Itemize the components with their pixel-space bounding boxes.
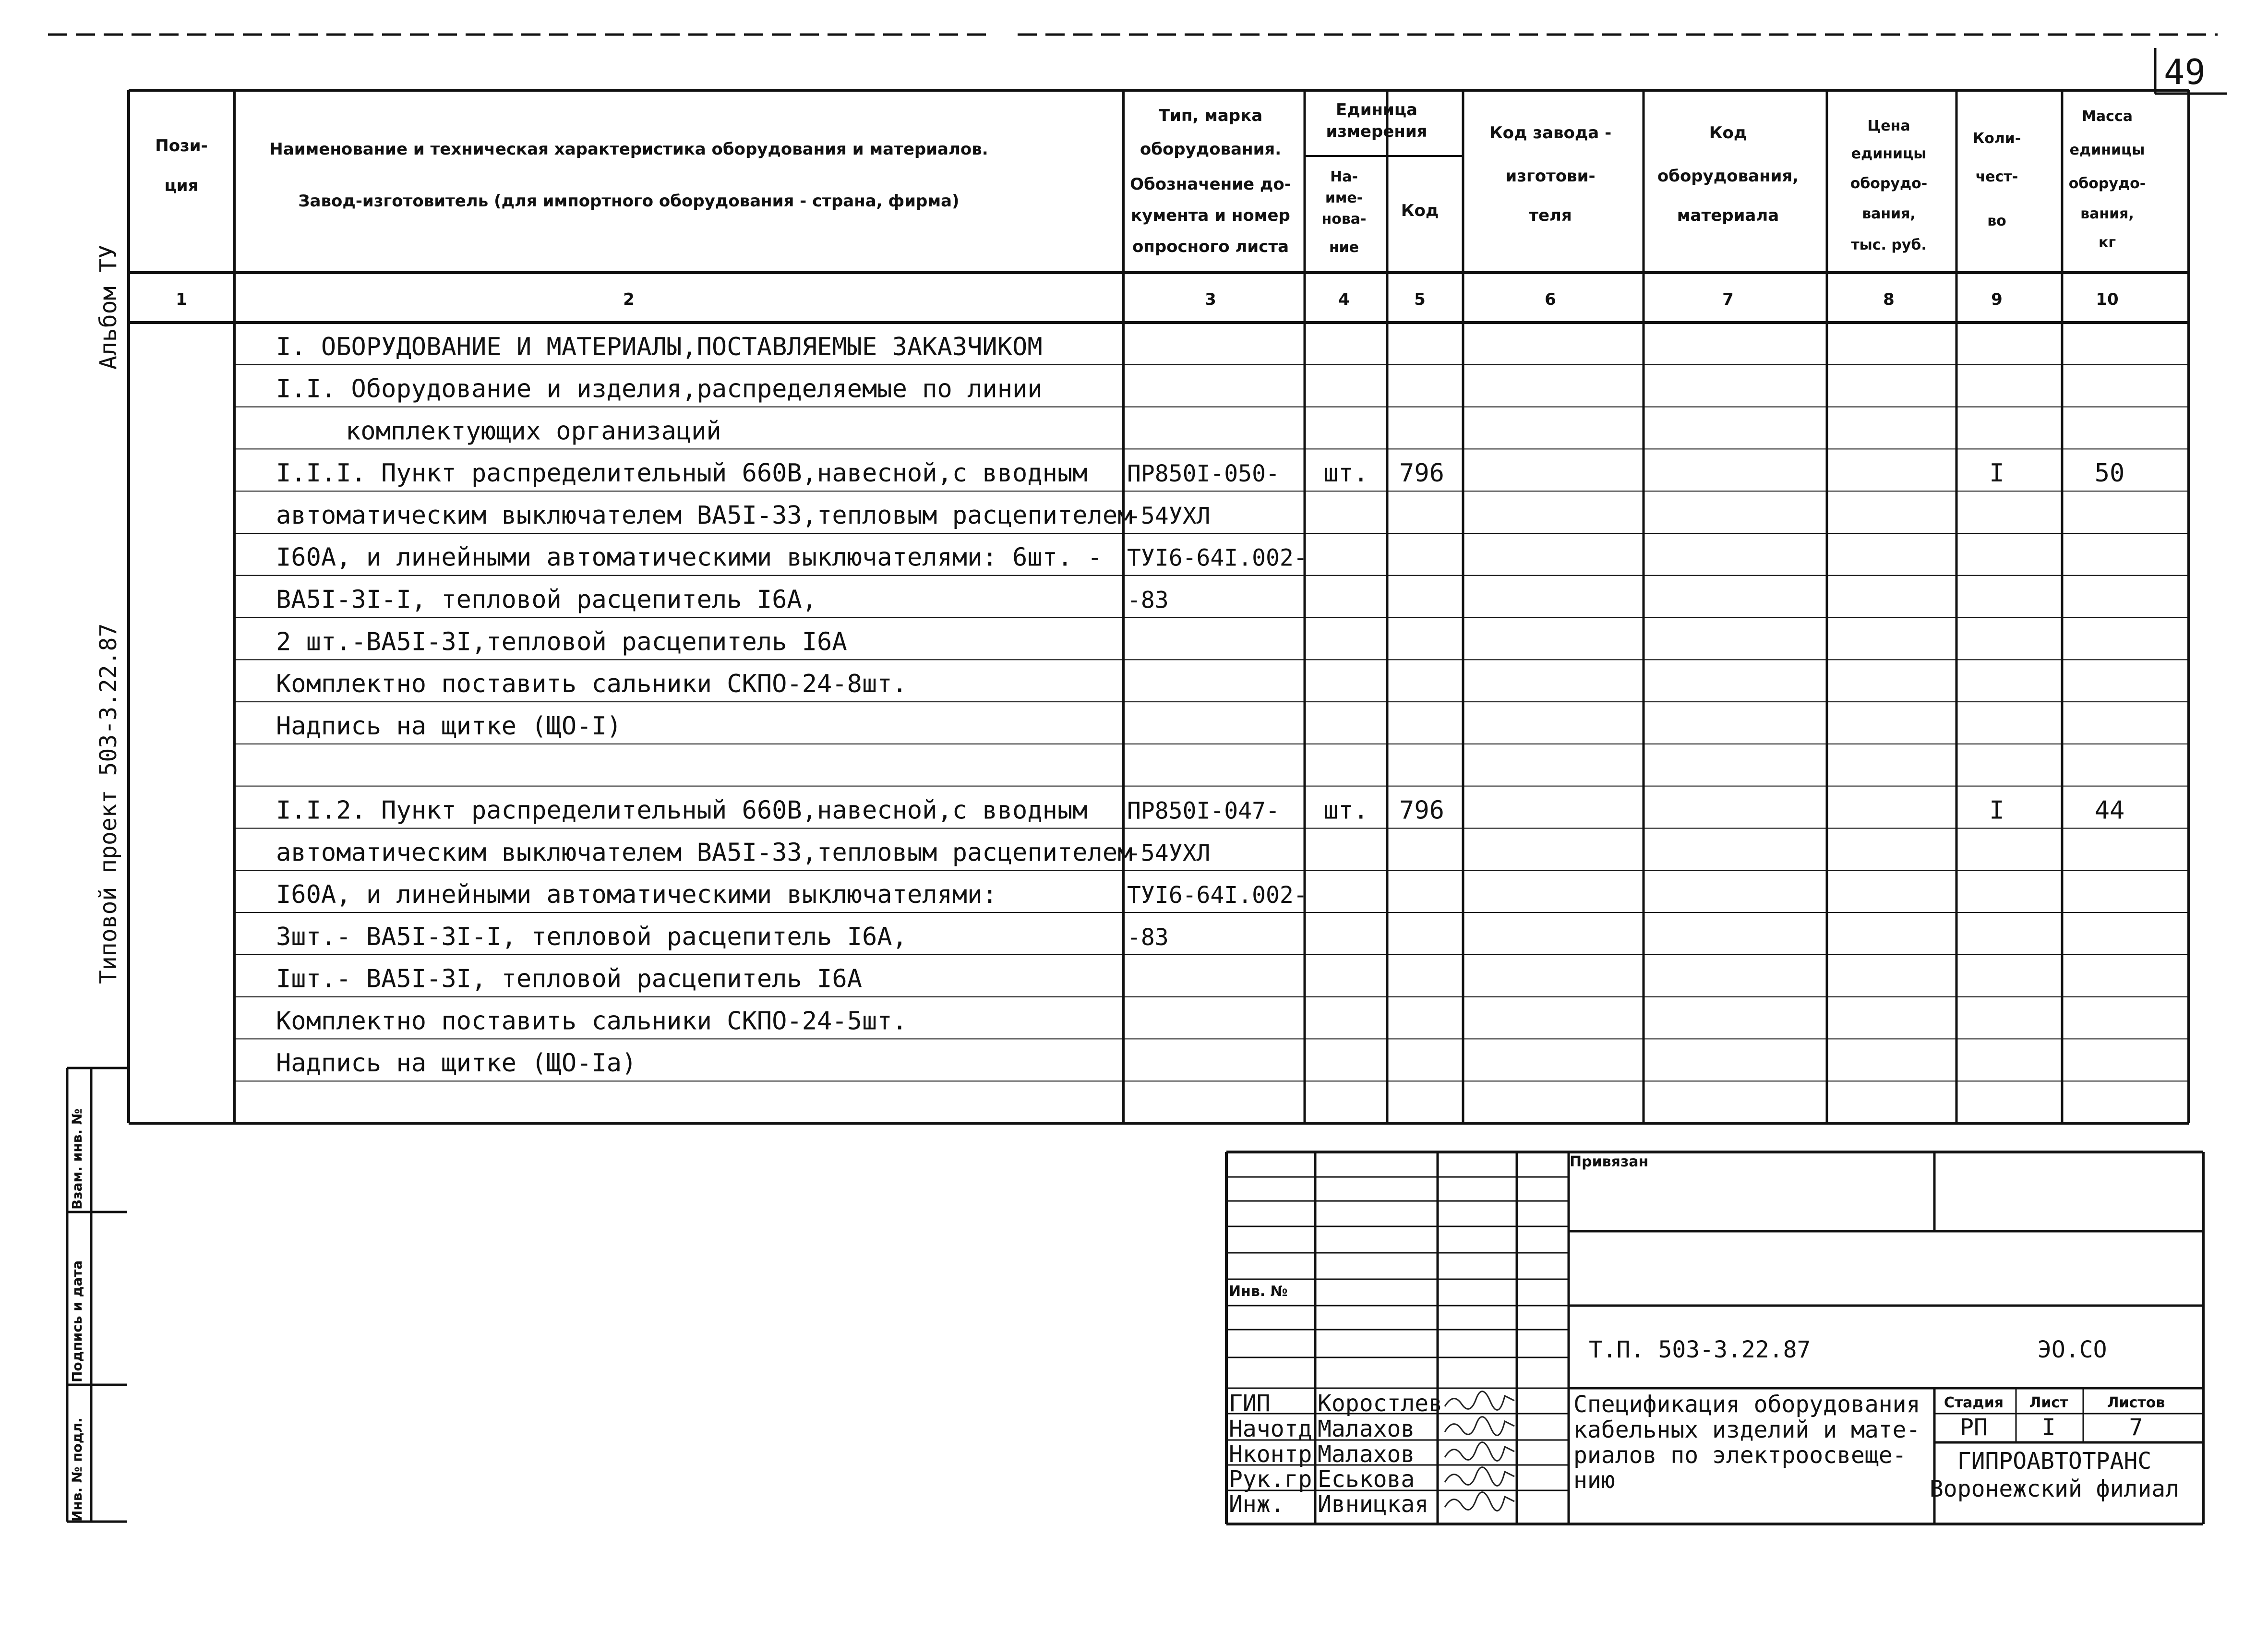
row-name: I.I.2. Пункт распределительный 660В,навесной,с вводным [276,796,1088,825]
header-col7-line: материала [1677,206,1779,225]
privyazan-label: Привязан [1570,1153,1649,1170]
header-col9-line: во [1987,213,2006,229]
row-name: ВА5I-3I-I, тепловой расцепитель I6А, [276,585,817,614]
column-number: 3 [1205,290,1216,309]
role-label: Нконтр [1229,1441,1312,1468]
column-number: 9 [1991,290,2003,309]
stage-label: Стадия [1944,1394,2004,1411]
row-qty: I [1989,459,2004,488]
row-type: -83 [1127,587,1169,614]
column-number: 4 [1338,290,1350,309]
header-col4-line: име- [1325,190,1363,206]
header-col3-line: опросного листа [1132,237,1289,256]
header-col1-line: Пози- [155,136,208,156]
header-unit-line: Единица [1336,100,1417,120]
side-inv-podl-label: Инв. № подл. [69,1417,85,1522]
row-type: -54УХЛ [1127,840,1211,867]
role-label: Рук.гр [1229,1466,1312,1493]
spec-table-body [234,333,2189,1081]
header-col1 [155,136,208,195]
header-col7-line: оборудования, [1657,167,1799,186]
role-label: ГИП [1229,1390,1271,1417]
signature-mark [1445,1417,1514,1436]
header-col3-line: оборудования. [1140,140,1282,159]
row-type: ТУI6-64I.002- [1127,882,1308,909]
role-name: Малахов [1318,1416,1415,1442]
document-title-line: риалов по электроосвеще- [1573,1442,1907,1469]
row-mass: 50 [2094,459,2125,488]
column-number: 5 [1414,290,1426,309]
document-title-line: кабельных изделий и мате- [1573,1416,1920,1443]
header-col10-line: вания, [2080,205,2134,222]
header-col10-line: Масса [2082,108,2133,125]
sheet-value: I [2041,1414,2056,1441]
header-col6-line: теля [1529,206,1572,225]
row-name: Iшт.- ВА5I-3I, тепловой расцепитель I6А [276,964,862,994]
row-type: -54УХЛ [1127,502,1211,529]
header-col10-line: оборудо- [2068,175,2146,192]
column-number: 7 [1722,290,1734,309]
row-unit: шт. [1323,796,1368,825]
header-col7 [1657,123,1799,225]
row-name: автоматическим выключателем ВА5I-33,тепловым расцепителем [276,501,1133,530]
header-col3-line: Обозначение до- [1130,175,1291,194]
role-name: Еськова [1318,1466,1415,1493]
header-col9-line: Коли- [1972,130,2021,147]
side-vzam-label: Взам. инв. № [69,1108,85,1210]
header-col6-line: Код завода - [1489,123,1612,143]
header-unit-line: измерения [1326,122,1428,141]
header-col7-line: Код [1709,123,1747,143]
row-type: -83 [1127,924,1169,951]
role-name: Коростлев [1318,1390,1443,1417]
header-col9-line: чест- [1975,168,2018,185]
header-col3 [1130,106,1291,256]
row-mass: 44 [2094,796,2125,825]
header-col4 [1321,168,1366,256]
side-podpis-label: Подпись и дата [69,1260,85,1382]
header-col8-line: Цена [1867,118,1910,134]
row-name: I60А, и линейными автоматическими выключателями: [276,880,997,910]
role-label: Инж. [1229,1491,1284,1518]
role-name: Малахов [1318,1441,1415,1468]
header-col4-line: нова- [1321,211,1367,228]
row-name: Комплектно поставить сальники СКПО-24-5шт. [276,1007,907,1036]
document-title-line: нию [1573,1467,1615,1494]
role-label: Начотд [1229,1416,1312,1442]
stage-value: РП [1960,1414,1988,1441]
row-unit: шт. [1323,459,1368,488]
header-col2-line: Завод-изготовитель (для импортного оборудования - страна, фирма) [298,192,960,211]
org-name: ГИПРОАВТОТРАНС [1957,1448,2152,1475]
column-number: 8 [1883,290,1895,309]
sheets-label: Листов [2107,1394,2165,1411]
header-col2 [269,140,988,211]
signature-roles [1229,1390,1514,1518]
row-name: Комплектно поставить сальники СКПО-24-8шт. [276,670,907,699]
row-name: 2 шт.-ВА5I-3I,тепловой расцепитель I6А [276,627,847,657]
sheets-value: 7 [2129,1414,2143,1441]
row-type: ПР850I-047- [1127,797,1280,825]
inv-no-label: Инв. № [1229,1283,1288,1300]
header-col8-line: вания, [1862,205,1916,222]
header-col1-line: ция [164,176,199,195]
doc-code: Т.П. 503-3.22.87 [1589,1336,1811,1363]
header-col9 [1973,130,2021,229]
header-col4-line: ние [1329,239,1359,256]
title-block [1229,1153,2179,1518]
column-number: 6 [1545,290,1556,309]
column-number: 2 [623,290,635,309]
row-qty: I [1989,796,2004,825]
row-name: 3шт.- ВА5I-3I-I, тепловой расцепитель I6А, [276,922,907,951]
column-number: 1 [176,290,187,309]
sheet-label: Лист [2029,1394,2068,1411]
row-name: I.I.I. Пункт распределительный 660В,навесной,с вводным [276,459,1088,488]
header-col10-line: единицы [2069,142,2145,158]
signature-mark [1445,1442,1514,1461]
doc-mark: ЭО.СО [2038,1336,2107,1363]
header-col4-line: На- [1330,168,1358,185]
header-col8-line: оборудо- [1850,175,1928,192]
header-col8-line: единицы [1851,145,1927,162]
document-title [1573,1391,1920,1494]
row-type: ТУI6-64I.002- [1127,544,1308,572]
header-col6 [1489,123,1611,225]
header-col8 [1850,118,1928,253]
row-name: I. ОБОРУДОВАНИЕ И МАТЕРИАЛЫ,ПОСТАВЛЯЕМЫЕ ЗАКАЗЧИКОМ [276,332,1043,361]
signature-mark [1445,1492,1514,1511]
row-code: 796 [1399,459,1444,488]
row-type: ПР850I-050- [1127,460,1280,488]
side-project-label: Типовой проект 503-3.22.87 [95,623,122,984]
row-code: 796 [1399,796,1444,825]
header-unit-group [1326,100,1428,141]
role-name: Ивницкая [1318,1491,1429,1518]
row-name: Надпись на щитке (ЩО-Iа) [276,1049,637,1078]
org-branch: Воронежский филиал [1929,1476,2180,1502]
column-number: 10 [2096,290,2119,309]
header-col10-line: кг [2098,234,2116,251]
row-name: I60А, и линейными автоматическими выключателями: 6шт. - [276,543,1103,572]
table-header [155,100,2146,256]
header-col5: Код [1401,201,1439,220]
header-col2-line: Наименование и техническая характеристика оборудования и материалов. [269,140,988,159]
page-number: 49 [2164,52,2206,92]
row-name: комплектующих организаций [346,417,721,446]
row-name: Надпись на щитке (ЩО-I) [276,711,622,741]
side-album-label: Альбом ТУ [95,244,122,370]
row-name: I.I. Оборудование и изделия,распределяемые по линии [276,374,1043,404]
header-col6-line: изготови- [1505,167,1596,186]
signature-mark [1445,1467,1514,1486]
header-col8-line: тыс. руб. [1851,237,1927,253]
header-col10 [2069,108,2146,251]
document-title-line: Спецификация оборудования [1573,1391,1920,1418]
header-col3-line: кумента и номер [1131,206,1290,225]
header-col3-line: Тип, марка [1158,106,1263,125]
signature-mark [1445,1392,1514,1410]
row-name: автоматическим выключателем ВА5I-33,тепловым расцепителем [276,838,1133,867]
